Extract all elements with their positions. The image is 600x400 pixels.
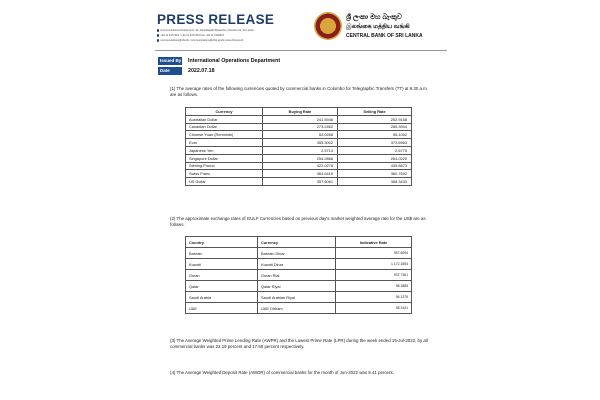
table-row (186, 154, 412, 162)
table-cell: Oman (186, 270, 258, 281)
table-row (186, 123, 412, 131)
table-row (186, 248, 412, 259)
table-cell: Singapore Dollar (186, 154, 263, 162)
table-cell: 355.3002 (263, 139, 338, 147)
table-cell: Sterling Pound (186, 162, 263, 170)
date-value: 2022.07.18 (188, 68, 215, 74)
press-release-page (155, 0, 447, 400)
contact-email: communications@cbsl.lk / communications@cbsl.gov.lk www.cbsl.gov.lk (157, 39, 243, 42)
table-cell: 98.1885 (336, 281, 412, 292)
table-cell: Saudi Arabian Riyal (258, 292, 336, 303)
table-row (186, 115, 412, 123)
table-cell: Saudi Arabia (186, 292, 258, 303)
date-row (158, 67, 438, 75)
bank-name-tamil: இலங்கை மத்திய வங்கி (346, 24, 410, 30)
table-cell: US Dollar (186, 178, 263, 186)
table-cell: Bahrain Dinar (258, 248, 336, 259)
table-cell: UAE (186, 303, 258, 314)
column-header: Country (186, 237, 258, 248)
table-cell: 372.6963 (338, 139, 412, 147)
table-header-row (186, 108, 412, 116)
contact-address: Communications Department, 30, Janadhipathi Mawatha, Colombo 01, Sri Lanka (157, 29, 254, 32)
table-row (186, 178, 412, 186)
cbsl-seal-icon (314, 12, 342, 40)
table-cell: Canadian Dollar (186, 123, 263, 131)
table-cell: 937.7361 (336, 270, 412, 281)
table-row (186, 259, 412, 270)
column-header: Buying Rate (263, 108, 338, 116)
table-cell: Euro (186, 139, 263, 147)
table-row (186, 139, 412, 147)
table-cell: 264.0220 (338, 154, 412, 162)
table-cell: 422.0278 (263, 162, 338, 170)
table-cell: 285.3944 (338, 123, 412, 131)
table-cell: 439.8673 (338, 162, 412, 170)
header-divider (155, 50, 447, 51)
table-cell: 364.6419 (263, 170, 338, 178)
letterhead (155, 8, 447, 48)
issued-by-label: Issued By (160, 58, 182, 63)
table-cell: 252.9158 (338, 115, 412, 123)
gulf-rates-table (185, 236, 412, 314)
section-1-text: (1) The average rates of the following currencies quoted by commercial banks in Colombo for Telegraphic Transfers (TT) at 9.30 a.m. are as follows. (170, 86, 429, 97)
table-row (186, 292, 412, 303)
issued-by-row (158, 57, 438, 65)
contact-phone: +94 11 2477424 / +94 11 2477423 Fax +94 11 2346257 (157, 34, 224, 37)
table-cell: 96.1375 (336, 292, 412, 303)
table-cell: 241.5946 (263, 115, 338, 123)
table-cell: 357.6061 (263, 178, 338, 186)
table-cell: 273.2462 (263, 123, 338, 131)
table-cell: 254.2866 (263, 154, 338, 162)
section-4-text: (4) The Average Weighted Deposit Rate (AWDR) of commercial banks for the month of Jun-2022 was 8.41 percent. (170, 370, 394, 375)
table-row (186, 170, 412, 178)
bank-name-sinhala: ශ්‍රී ලංකා මහ බැංකුව (346, 14, 402, 21)
table-cell: Swiss Franc (186, 170, 263, 178)
table-cell: 52.0268 (263, 131, 338, 139)
table-cell: 368.3433 (338, 178, 412, 186)
table-cell: Bahrain (186, 248, 258, 259)
table-cell: Qatar (186, 281, 258, 292)
bank-name-english: CENTRAL BANK OF SRI LANKA (346, 33, 423, 39)
table-cell: Chinese Yuan (Renminbi) (186, 131, 263, 139)
press-release-title: PRESS RELEASE (157, 12, 275, 27)
tt-rates-table (185, 107, 412, 186)
column-header: Selling Rate (338, 108, 412, 116)
table-row (186, 146, 412, 154)
table-row (186, 303, 412, 314)
section-2-text: (2) The approximate exchange rates of GULF Currencies based on previous day's market weighted average rate for the US$ are as follows. (170, 216, 426, 227)
section-3-text: (3) The Average Weighted Prime Lending Rate (AWPR) and the Lowest Prime Rate (LPR) during the week ended 15-Jul-2022, by all commercial banks was 22.19 percent and 17.50 percent respectively. (170, 338, 428, 349)
table-row (186, 270, 412, 281)
table-cell: 957.6094 (336, 248, 412, 259)
table-cell: Kuwait (186, 259, 258, 270)
table-cell: Qatar Riyal (258, 281, 336, 292)
table-cell: 1,172.1854 (336, 259, 412, 270)
table-cell: Oman Rial (258, 270, 336, 281)
table-row (186, 162, 412, 170)
issued-by-value: International Operations Department (188, 58, 281, 64)
table-cell: 380.7692 (338, 170, 412, 178)
table-cell: 55.1052 (338, 131, 412, 139)
column-header: Currency (186, 108, 263, 116)
table-cell: 2.5713 (263, 146, 338, 154)
table-cell: 2.6775 (338, 146, 412, 154)
date-label: Date (158, 67, 182, 75)
column-header: Indicative Rate (336, 237, 412, 248)
table-row (186, 131, 412, 139)
table-cell: Australian Dollar (186, 115, 263, 123)
column-header: Currency (258, 237, 336, 248)
table-cell: 98.2431 (336, 303, 412, 314)
table-header-row (186, 237, 412, 248)
table-cell: UAE Dirham (258, 303, 336, 314)
table-cell: Japanese Yen (186, 146, 263, 154)
table-cell: Kuwait Dinar (258, 259, 336, 270)
table-row (186, 281, 412, 292)
